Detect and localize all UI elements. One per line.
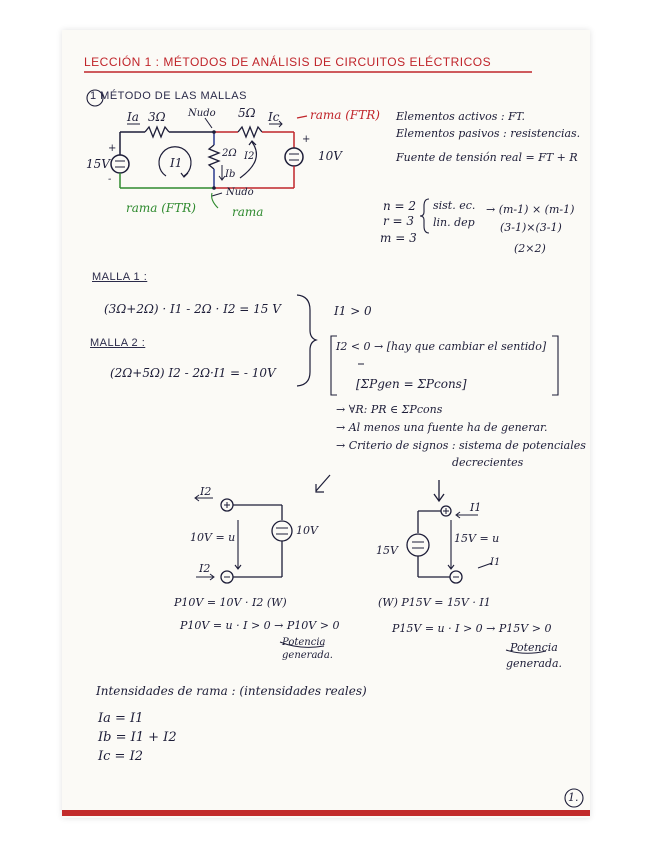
- left-diagram-p-sign: P10V = u · I > 0 → P10V > 0: [180, 619, 340, 632]
- system-r: r = 3: [383, 214, 415, 228]
- note-fuente-real: Fuente de tensión real = FT + R: [396, 151, 578, 164]
- right-diagram-source: 15V: [376, 544, 398, 557]
- left-diagram-source: 10V: [296, 524, 318, 537]
- bullet-resistors: → ∀R: PR ∈ ΣPcons: [336, 403, 443, 416]
- malla2-title: MALLA 2 :: [90, 337, 146, 349]
- circuit-r1-label: 3Ω: [148, 110, 166, 124]
- malla2-equation: (2Ω+5Ω) I2 - 2Ω·I1 = - 10V: [110, 366, 276, 380]
- left-diagram-i2-top: I2: [200, 485, 212, 498]
- left-diagram-p-def: P10V = 10V · I2 (W): [174, 596, 287, 609]
- system-sist-ec: sist. ec.: [433, 199, 476, 212]
- power-balance: [ΣPgen = ΣPcons]: [356, 377, 467, 391]
- circuit-nudo-top: Nudo: [188, 108, 216, 119]
- circuit-rama-ftr-right: rama (FTR): [310, 108, 380, 122]
- right-diagram-i1-bottom: I1: [490, 557, 501, 568]
- equations-brace: [297, 295, 316, 386]
- left-diagram-conclusion-1: Potencia: [282, 637, 326, 648]
- right-diagram-voltage: 15V = u: [454, 532, 500, 545]
- circuit-diagram: [111, 116, 307, 208]
- i2-negative-note: I2 < 0 → [hay que cambiar el sentido]: [336, 340, 547, 353]
- right-diagram-conclusion-1: Potencia: [510, 641, 558, 654]
- intensidad-ia: Ia = I1: [98, 711, 144, 726]
- system-m: m = 3: [380, 231, 417, 245]
- resistor-3ohm: [145, 127, 169, 137]
- left-diagram-conclusion-2: generada.: [282, 650, 333, 661]
- system-lin-dep: lin. dep: [433, 216, 475, 229]
- intensidades-title: Intensidades de rama : (intensidades reales): [96, 684, 367, 698]
- circuit-ic-label: Ic: [268, 110, 280, 124]
- left-diagram-i2-bottom: I2: [199, 562, 211, 575]
- malla1-equation: (3Ω+2Ω) · I1 - 2Ω · I2 = 15 V: [104, 302, 281, 316]
- circuit-rama-ftr-bottom: rama (FTR): [126, 201, 196, 215]
- left-source-plus: +: [108, 143, 117, 154]
- circuit-ia-label: Ia: [127, 110, 139, 124]
- resistor-2ohm: [209, 145, 219, 169]
- note-elementos-pasivos: Elementos pasivos : resistencias.: [396, 127, 581, 140]
- right-diagram-p-sign: P15V = u · I > 0 → P15V > 0: [392, 622, 552, 635]
- bullet-sign-criterion-cont: decrecientes: [452, 456, 524, 469]
- left-source-symbol: [111, 155, 129, 173]
- page-number: 1.: [568, 791, 579, 804]
- left-diagram-voltage: 10V = u: [190, 531, 236, 544]
- circuit-r2-label: 5Ω: [238, 106, 256, 120]
- bullet-sign-criterion: → Criterio de signos : sistema de potenciales: [336, 439, 586, 452]
- circuit-nudo-bottom: Nudo: [226, 187, 254, 198]
- circuit-r3-label: 2Ω: [222, 148, 237, 159]
- i1-positive: I1 > 0: [334, 304, 372, 318]
- circuit-v10-label: 10V: [318, 149, 342, 163]
- system-size: (2×2): [514, 242, 546, 255]
- intensidad-ib: Ib = I1 + I2: [98, 730, 177, 745]
- system-brace: [420, 199, 429, 233]
- left-source-minus: -: [108, 174, 112, 185]
- right-source-symbol: [285, 148, 303, 166]
- bullet-source-generates: → Al menos una fuente ha de generar.: [336, 421, 548, 434]
- malla1-title: MALLA 1 :: [92, 271, 148, 283]
- intensidad-ic: Ic = I2: [98, 749, 143, 764]
- circuit-v15-label: 15V: [86, 157, 110, 171]
- system-formula: → (m-1) × (m-1): [486, 203, 575, 216]
- resistor-5ohm: [238, 127, 262, 137]
- right-diagram-conclusion-2: generada.: [506, 657, 563, 670]
- right-diagram-i1-top: I1: [470, 501, 482, 514]
- right-diagram-p-def: (W) P15V = 15V · I1: [378, 596, 491, 609]
- circuit-rama-bottom: rama: [232, 205, 264, 219]
- circuit-i1-label: I1: [170, 156, 183, 170]
- system-calc: (3-1)×(3-1): [500, 221, 562, 234]
- section-title: 1 MÉTODO DE LAS MALLAS: [90, 90, 247, 102]
- system-n: n = 2: [383, 199, 417, 213]
- circuit-i2-label: I2: [244, 151, 255, 162]
- note-elementos-activos: Elementos activos : FT.: [396, 110, 525, 123]
- page-title: LECCIÓN 1 : MÉTODOS DE ANÁLISIS DE CIRCUITOS ELÉCTRICOS: [84, 55, 492, 69]
- circuit-ib-label: Ib: [225, 169, 236, 180]
- right-source-plus: +: [302, 134, 311, 145]
